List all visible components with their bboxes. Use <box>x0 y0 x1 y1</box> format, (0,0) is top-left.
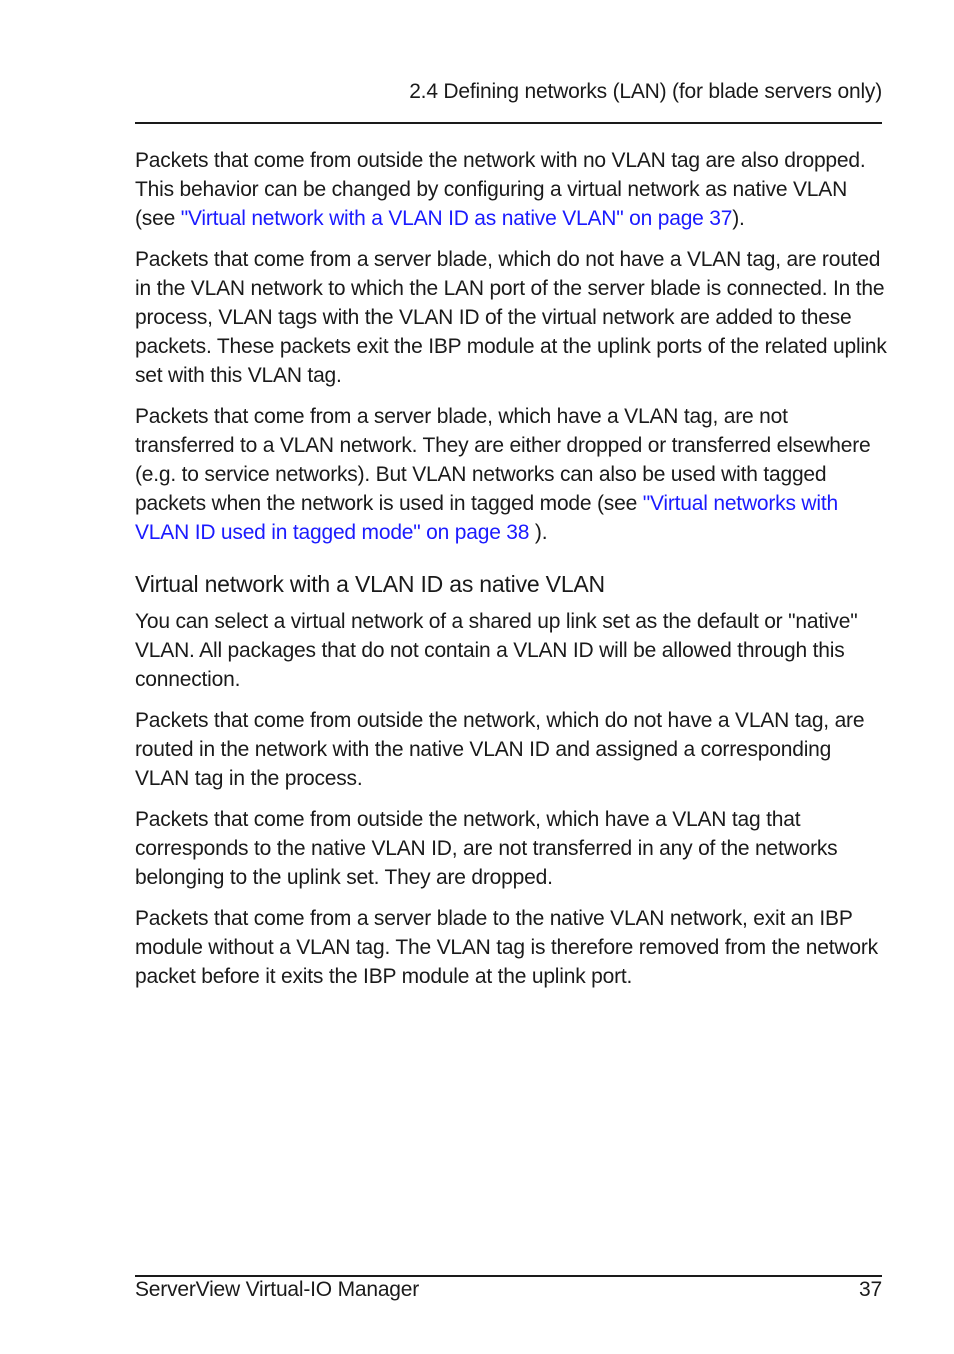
paragraph-native-tagged-outside: Packets that come from outside the network, which have a VLAN tag that corresponds to the native VLAN ID, are not transferred in any of the networks belonging to the uplink set. They are dropped. <box>135 808 838 889</box>
xref-link-tagged-mode[interactable]: "Virtual networks with VLAN ID used in tagged mode" on page 38 <box>135 492 838 544</box>
xref-link-native-vlan[interactable]: "Virtual network with a VLAN ID as native VLAN" on page 37 <box>180 207 733 230</box>
paragraph-text: Packets that come from outside the network with no VLAN tag are also dropped. This behavior can be changed by configuring a virtual network as native VLAN (see <box>135 149 866 230</box>
body-text <box>135 146 887 1003</box>
paragraph-native-vlan-select: You can select a virtual network of a shared up link set as the default or "native" VLAN. All packages that do not contain a VLAN ID will be allowed through this connection. <box>135 610 858 691</box>
paragraph-tagged-server-blade <box>135 402 887 547</box>
paragraph-native-untagged-outside: Packets that come from outside the network, which do not have a VLAN tag, are routed in the network with the native VLAN ID and assigned a corresponding VLAN tag in the process. <box>135 709 865 790</box>
paragraph-native-server-blade: Packets that come from a server blade to the native VLAN network, exit an IBP module without a VLAN tag. The VLAN tag is therefore removed from the network packet before it exits the IBP module at the uplink port. <box>135 907 878 988</box>
page-footer <box>135 1276 882 1304</box>
paragraph-untagged-server-blade: Packets that come from a server blade, which do not have a VLAN tag, are routed in the VLAN network to which the LAN port of the server blade is connected. In the process, VLAN tags with the VLAN ID of the virtual network are added to these packets. These packets exit the IBP module at the uplink ports of the related uplink set with this VLAN tag. <box>135 248 887 387</box>
paragraph-text: ). <box>529 521 548 544</box>
footer-product-name: ServerView Virtual-IO Manager <box>135 1278 420 1301</box>
paragraph-text: Packets that come from a server blade, which have a VLAN tag, are not transferred to a VLAN network. They are either dropped or transferred elsewhere (e.g. to service networks). But VLAN networks can also be used with tagged packets when the network is used in tagged mode (see <box>135 405 871 515</box>
running-header: 2.4 Defining networks (LAN) (for blade servers only) <box>409 80 882 103</box>
header-rule <box>135 122 882 124</box>
paragraph-text: ). <box>732 207 745 230</box>
section-heading: Virtual network with a VLAN ID as native VLAN <box>135 571 605 597</box>
paragraph-untagged-outside <box>135 146 887 233</box>
page-number: 37 <box>859 1278 882 1301</box>
